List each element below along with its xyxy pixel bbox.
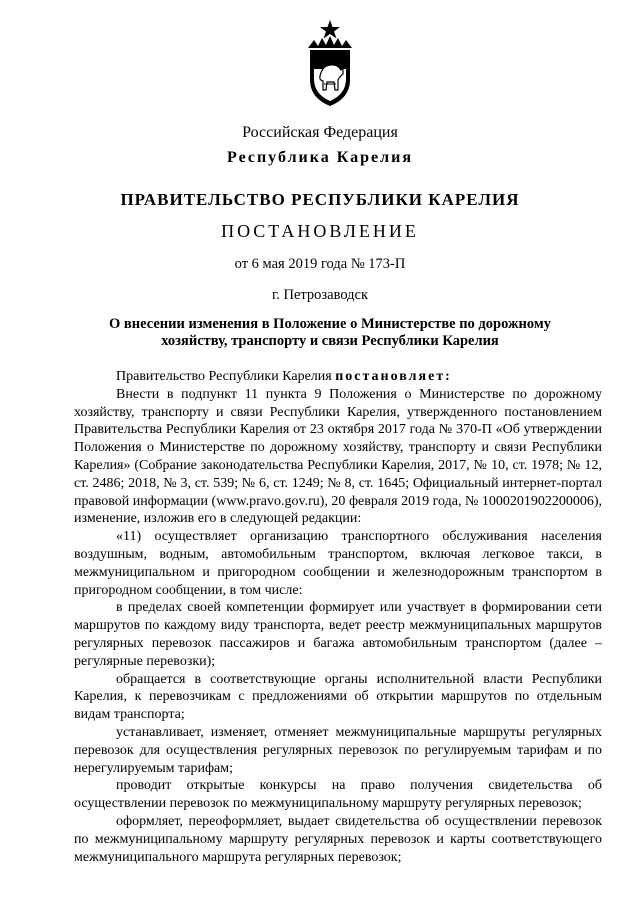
subject-line-2: хозяйству, транспорту и связи Республики Карелия: [161, 333, 499, 349]
intro-prefix: Правительство Республики Карелия: [116, 369, 336, 384]
republic-name: Республика Карелия: [227, 149, 413, 166]
paragraph-1: Внести в подпункт 11 пункта 9 Положения о Министерстве по дорожному хозяйству, транспорту и связи Республики Карелия, утвержденного постановлением Правительства Республики Карелия от 23 октября 2017 года № 370-П «Об утверждении Положения о Министерстве по дорожному хозяйству, транспорту и связи Республики Карелия» (Собрание законодательства Республики Карелия, 2017, № 10, ст. 1978; № 12, ст. 2486; 2018, № 3, ст. 539; № 6, ст. 1249; № 8, ст. 1645; Официальный интернет-портал правовой информации (www.pravo.gov.ru), 20 февраля 2019 года, № 1000201902200006), изменение, изложив его в следующей редакции:: [74, 386, 602, 527]
intro-spaced-verb: постановляет: [335, 369, 446, 384]
paragraph-5: устанавливает, изменяет, отменяет межмуниципальные маршруты регулярных перевозок для осуществления регулярных перевозок по регулируемым тарифам и по нерегулируемым тарифам;: [74, 724, 602, 776]
paragraph-2: «11) осуществляет организацию транспортного обслуживания населения воздушным, водным, автомобильным транспортом, включая легковое такси, в межмуниципальном и пригородном сообщении и железнодорожным транспортом в пригородном сообщении, в том числе:: [74, 529, 602, 598]
paragraph-7: оформляет, переоформляет, выдает свидетельства об осуществлении перевозок по межмуниципальному маршруту регулярных перевозок и карты соответствующего межмуниципального маршрута регулярных перевозок;: [74, 813, 602, 865]
document-date: от 6 мая 2019 года № 173-П: [234, 256, 406, 272]
paragraph-3: в пределах своей компетенции формирует или участвует в формировании сети маршрутов по каждому виду транспорта, ведет реестр межмуниципальных маршрутов регулярных перевозок пассажиров и багажа автомобильным транспортом (далее – регулярные перевозки);: [74, 600, 602, 669]
paragraph-4: обращается в соответствующие органы исполнительной власти Республики Карелия, к перевозчикам с предложениями об открытии маршрутов по отдельным видам транспорта;: [74, 671, 602, 723]
document-type: ПОСТАНОВЛЕНИЕ: [221, 221, 419, 241]
coat-of-arms-icon: [300, 18, 360, 108]
government-name: ПРАВИТЕЛЬСТВО РЕСПУБЛИКИ КАРЕЛИЯ: [120, 190, 520, 209]
subject-line-1: О внесении изменения в Положение о Министерстве по дорожному: [109, 316, 551, 332]
document-body: [74, 368, 602, 866]
federation-name: Российская Федерация: [242, 124, 398, 141]
document-subject: [100, 316, 560, 350]
document-city: г. Петрозаводск: [271, 287, 369, 303]
paragraph-6: проводит открытые конкурсы на право получения свидетельства об осуществлении перевозок по межмуниципальному маршруту регулярных перевозок;: [74, 778, 602, 812]
intro-paragraph: [74, 368, 602, 386]
intro-suffix: :: [445, 369, 452, 384]
